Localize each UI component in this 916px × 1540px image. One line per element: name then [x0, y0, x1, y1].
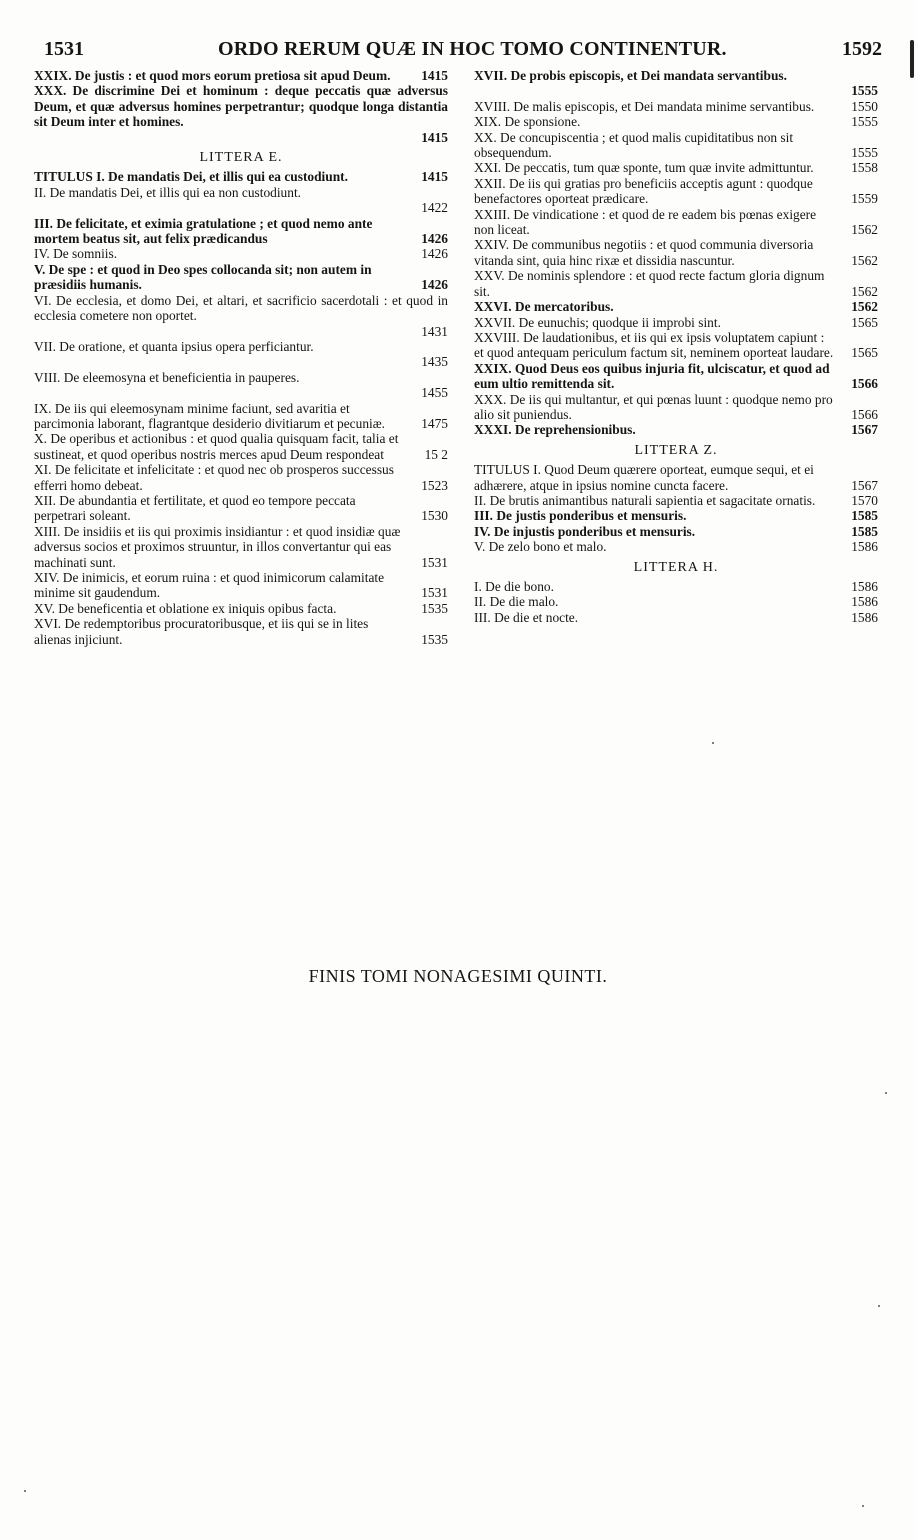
toc-entry-page: 1566 [851, 406, 878, 422]
toc-entry-title: TITULUS I. Quod Deum quærere oporteat, eumque sequi, et ei adhærere, atque in ipsius nomine cuncta facere. [474, 462, 814, 493]
toc-entry-title: XXVII. De eunuchis; quodque ii improbi sint. [474, 314, 721, 330]
toc-entry [474, 176, 878, 207]
toc-entry-title: XXX. De iis qui multantur, et qui pœnas luunt : quodque nemo pro alio sit puniendus. [474, 391, 833, 422]
running-title: ORDO RERUM QUÆ IN HOC TOMO CONTINENTUR. [218, 38, 727, 60]
toc-entry-title: XXII. De iis qui gratias pro beneficiis acceptis agunt : quodque benefactores oporteat prædicare. [474, 175, 813, 207]
toc-entry [474, 315, 878, 330]
section-heading: LITTERA E. [199, 150, 283, 166]
toc-entry [474, 160, 878, 175]
toc-entry-page: 1455 [421, 385, 448, 401]
toc-entry-title: IV. De injustis ponderibus et mensuris. [474, 523, 696, 539]
scan-speck [712, 742, 714, 744]
toc-entry-title: XXIX. De justis : et quod mors eorum pretiosa sit apud Deum. [34, 68, 391, 83]
page-header [0, 38, 916, 68]
toc-entry [34, 246, 448, 261]
toc-entry [474, 579, 878, 594]
toc-entry-title: IV. De somniis. [34, 246, 118, 262]
toc-entry-page: 1562 [851, 222, 878, 238]
toc-entry-page: 1586 [851, 539, 878, 555]
scan-speck [878, 1305, 880, 1307]
toc-entry-title: XI. De felicitate et infelicitate : et quod nec ob prosperos successus efferri homo debeat. [34, 462, 394, 493]
toc-entry [474, 539, 878, 554]
toc-entry [34, 293, 448, 339]
toc-entry [474, 237, 878, 268]
toc-entry-title: X. De operibus et actionibus : et quod qualia quisquam facit, talia et sustineat, et quod operibus nostris merces apud Deum respondeat [34, 431, 399, 462]
toc-entry-page: 1535 [421, 631, 448, 647]
toc-entry [474, 330, 878, 361]
toc-entry-title: IX. De iis qui eleemosynam minime faciunt, sed avaritia et parcimonia laborant, flagrantque desiderio divitiarum et pecuniæ. [34, 400, 386, 431]
toc-entry [34, 524, 448, 570]
toc-entry [474, 114, 878, 129]
toc-entry [34, 431, 448, 462]
toc-entry-title: V. De spe : et quod in Deo spes collocanda sit; non autem in præsidiis humanis. [34, 261, 372, 293]
toc-entry-page: 1415 [421, 169, 448, 185]
toc-entry [34, 493, 448, 524]
toc-entry-title: XXVIII. De laudationibus, et iis qui ex ipsis voluptatem capiunt : et quod antequam periculum factum sit, neminem oporteat laudare. [474, 329, 834, 361]
toc-entry [34, 616, 448, 647]
toc-entry-page: 1558 [851, 160, 878, 176]
right-column [474, 68, 878, 625]
toc-entry-title: VI. De ecclesia, et domo Dei, et altari, et sacrificio sacerdotali : et quod in ecclesia cometere non oportet. [34, 292, 448, 324]
toc-entry [34, 68, 448, 83]
toc-entry-title: I. De die bono. [474, 579, 554, 594]
toc-entry [34, 401, 448, 432]
toc-entry [34, 370, 448, 401]
toc-entry-page: 1415 [421, 129, 448, 145]
toc-entry-page: 1422 [421, 200, 448, 216]
toc-entry-title: VII. De oratione, et quanta ipsius opera perficiantur. [34, 338, 314, 354]
toc-entry [474, 361, 878, 392]
toc-entry [34, 570, 448, 601]
toc-entry-page: 1535 [421, 600, 448, 616]
toc-entry-page: 1567 [851, 477, 878, 493]
toc-entry-page: 1435 [421, 354, 448, 370]
scan-speck [885, 1092, 887, 1094]
toc-entry [34, 169, 448, 184]
toc-entry [34, 601, 448, 616]
scan-speck [24, 1490, 26, 1492]
toc-entry-title: III. De die et nocte. [474, 609, 579, 625]
toc-entry-page: 1431 [421, 323, 448, 339]
toc-entry [474, 508, 878, 523]
toc-entry-page: 1550 [851, 98, 878, 114]
toc-entry-title: XII. De abundantia et fertilitate, et quod eo tempore peccata perpetrari soleant. [34, 492, 356, 524]
toc-entry [34, 262, 448, 293]
toc-entry [34, 462, 448, 493]
toc-entry [474, 493, 878, 508]
toc-entry-page: 1426 [421, 277, 448, 293]
toc-entry [474, 594, 878, 609]
toc-entry [474, 524, 878, 539]
toc-entry-title: XV. De beneficentia et oblatione ex iniquis opibus facta. [34, 600, 337, 616]
toc-entry-title: TITULUS I. De mandatis Dei, et illis qui ea custodiunt. [34, 169, 348, 185]
toc-entry-title: XXXI. De reprehensionibus. [474, 422, 636, 438]
toc-entry [34, 216, 448, 247]
toc-entry-title: XXV. De nominis splendore : et quod recte factum gloria dignum sit. [474, 268, 825, 299]
toc-entry [474, 462, 878, 493]
toc-entry-page: 1475 [421, 415, 448, 431]
toc-entry-title: XXIII. De vindicatione : et quod de re eadem bis pœnas exigere non liceat. [474, 206, 817, 238]
toc-entry-title: XVII. De probis episcopis, et Dei mandata servantibus. [474, 68, 787, 83]
toc-entry-title: XXVI. De mercatoribus. [474, 299, 614, 315]
toc-entry [474, 392, 878, 423]
toc-entry-title: VIII. De eleemosyna et beneficientia in pauperes. [34, 369, 300, 385]
toc-entry-page: 1585 [851, 523, 878, 539]
toc-entry-page: 1565 [851, 345, 878, 361]
toc-entry [34, 185, 448, 216]
page-number-right: 1592 [842, 38, 882, 60]
toc-entry-page: 1586 [851, 609, 878, 625]
toc-entry-title: III. De justis ponderibus et mensuris. [474, 508, 687, 524]
toc-entry-title: XIX. De sponsione. [474, 114, 581, 130]
toc-entry [474, 422, 878, 437]
toc-entry-page: 1426 [421, 246, 448, 262]
toc-entry-page: 1586 [851, 579, 878, 594]
toc-entry-title: XIII. De insidiis et iis qui proximis insidiantur : et quod insidiæ quæ adversus socios et proximos struuntur, in illos convertantur qui eas machinati sunt. [34, 523, 401, 570]
toc-entry-title: II. De die malo. [474, 594, 559, 610]
toc-entry-page: 1567 [851, 422, 878, 438]
toc-entry-page: 1555 [851, 145, 878, 161]
toc-entry-title: XVI. De redemptoribus procuratoribusque, et iis qui se in lites alienas injiciunt. [34, 616, 369, 647]
toc-entry [34, 83, 448, 145]
toc-entry-page: 1562 [851, 252, 878, 268]
toc-entry-title: II. De mandatis Dei, et illis qui ea non custodiunt. [34, 184, 302, 200]
toc-entry [474, 268, 878, 299]
scan-speck [862, 1505, 864, 1507]
toc-entry-title: XVIII. De malis episcopis, et Dei mandata minime servantibus. [474, 98, 815, 114]
toc-entry-page: 1565 [851, 314, 878, 330]
page-edge-mark [910, 40, 914, 78]
toc-entry [474, 99, 878, 114]
toc-entry-title: XXI. De peccatis, tum quæ sponte, tum quæ invite admittuntur. [474, 160, 814, 176]
toc-entry-page: 1586 [851, 594, 878, 610]
toc-entry-page: 1531 [421, 554, 448, 570]
toc-entry-page: 1426 [421, 231, 448, 247]
toc-entry [474, 130, 878, 161]
page-number-left: 1531 [44, 38, 84, 60]
finis-line: FINIS TOMI NONAGESIMI QUINTI. [308, 966, 608, 986]
toc-entry-title: XX. De concupiscentia ; et quod malis cupiditatibus non sit obsequendum. [474, 129, 794, 161]
toc-entry [474, 68, 878, 99]
toc-entry-title: V. De zelo bono et malo. [474, 539, 607, 555]
toc-entry-page: 15 2 [424, 446, 448, 462]
toc-entry-page: 1523 [421, 477, 448, 493]
toc-entry-page: 1531 [421, 585, 448, 601]
toc-entry-page: 1562 [851, 283, 878, 299]
toc-entry-title: III. De felicitate, et eximia gratulatione ; et quod nemo ante mortem beatus sit, aut felix prædicandus [34, 215, 373, 247]
toc-entry-title: XXIV. De communibus negotiis : et quod communia diversoria vitanda sint, quia hinc rixæ et dissidia nascuntur. [474, 237, 814, 268]
toc-entry [474, 610, 878, 625]
toc-entry-title: XXX. De discrimine Dei et hominum : deque peccatis quæ adversus Deum, et quæ adversus homines perpetrantur; quodque longa distantia sit Deum inter et homines. [34, 83, 448, 130]
toc-entry-page: 1566 [851, 376, 878, 392]
left-column [34, 68, 448, 647]
toc-entry-title: II. De brutis animantibus naturali sapientia et sagacitate ornatis. [474, 492, 816, 508]
toc-entry-page: 1562 [851, 299, 878, 315]
toc-entry-page: 1530 [421, 508, 448, 524]
section-heading: LITTERA H. [633, 559, 719, 575]
section-heading: LITTERA Z. [634, 442, 718, 458]
toc-entry-page: 1585 [851, 508, 878, 524]
toc-entry-page: 1570 [851, 492, 878, 508]
toc-entry [474, 207, 878, 238]
toc-entry-page: 1559 [851, 191, 878, 207]
toc-entry-title: XIV. De inimicis, et eorum ruina : et quod inimicorum calamitate minime sit gaudendum. [34, 570, 385, 601]
toc-entry-page: 1415 [421, 68, 448, 83]
toc-entry-page: 1555 [851, 114, 878, 130]
toc-entry-title: XXIX. Quod Deus eos quibus injuria fit, ulciscatur, et quod ad eum ultio remittenda sit. [474, 360, 830, 392]
toc-entry-page: 1555 [851, 83, 878, 99]
toc-entry [474, 299, 878, 314]
toc-entry [34, 339, 448, 370]
